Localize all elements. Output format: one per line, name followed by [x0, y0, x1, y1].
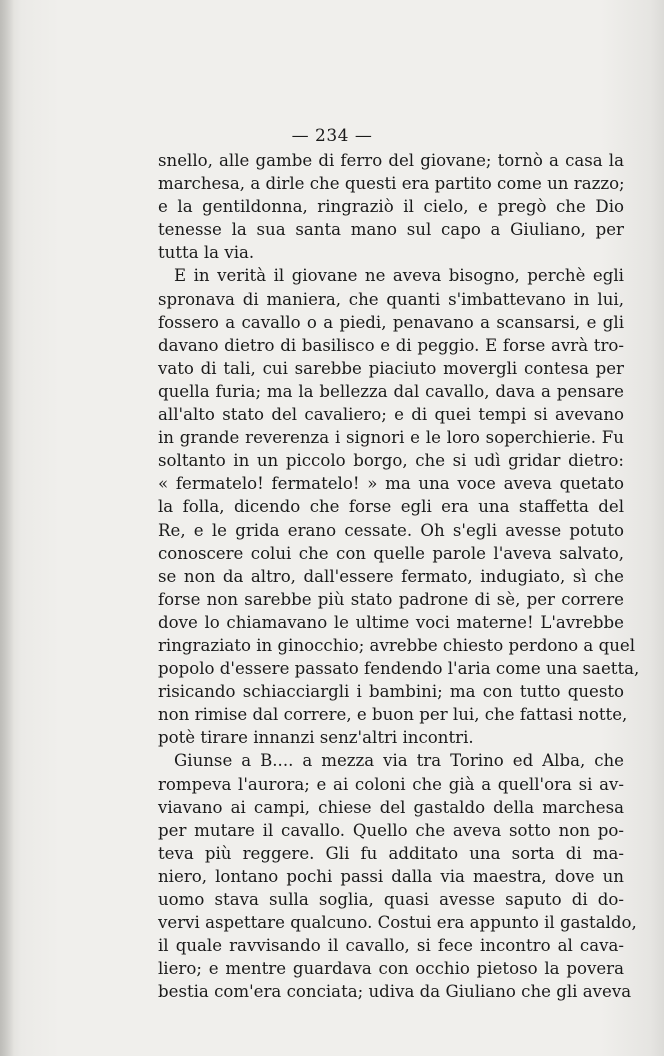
text-line: Re, e le grida erano cessate. Oh s'egli avesse potuto [158, 520, 624, 540]
text-line: viavano ai campi, chiese del gastaldo della marchesa [158, 797, 624, 817]
text-line: se non da altro, dall'essere fermato, indugiato, sì che [158, 566, 624, 586]
text-line: e la gentildonna, ringraziò il cielo, e pregò che Dio [158, 197, 624, 217]
page-spine-shadow [0, 0, 14, 1056]
text-line: popolo d'essere passato fendendo l'aria come una saetta, [158, 659, 640, 679]
text-line: conoscere colui che con quelle parole l'aveva salvato, [158, 543, 624, 563]
text-line: il quale ravvisando il cavallo, si fece incontro al cava- [158, 936, 624, 956]
text-line: snello, alle gambe di ferro del giovane; tornò a casa la [158, 151, 624, 170]
text-line: forse non sarebbe più stato padrone di sè, per correre [158, 589, 624, 609]
text-line: bestia com'era conciata; udiva da Giuliano che gli aveva [158, 982, 632, 1002]
text-line: la folla, dicendo che forse egli era una staffetta del [158, 497, 624, 517]
text-line: tenesse la sua santa mano sul capo a Giuliano, per [158, 220, 624, 240]
text-line: ringraziato in ginocchio; avrebbe chiesto perdono a quel [158, 635, 636, 655]
text-line: risicando schiacciargli i bambini; ma con tutto questo [158, 682, 624, 702]
text-line: per mutare il cavallo. Quello che aveva sotto non po- [158, 820, 624, 840]
text-line: teva più reggere. Gli fu additato una sorta di ma- [158, 843, 624, 863]
text-line: Giunse a B.... a mezza via tra Torino ed Alba, che [174, 751, 624, 771]
text-line: soltanto in un piccolo borgo, che si udì gridar dietro: [158, 451, 624, 471]
page-number: — 234 — [291, 126, 373, 146]
text-line: uomo stava sulla soglia, quasi avesse saputo di do- [158, 890, 624, 909]
text-line: tutta la via. [158, 243, 255, 263]
text-line: non rimise dal correre, e buon per lui, che fattasi notte, [158, 705, 628, 725]
text-line: vato di tali, cui sarebbe piaciuto movergli contesa per [158, 358, 624, 378]
text-line: vervi aspettare qualcuno. Costui era appunto il gastaldo, [158, 913, 637, 933]
text-line: davano dietro di basilisco e di peggio. E forse avrà tro- [158, 335, 624, 355]
text-line: fossero a cavallo o a piedi, penavano a scansarsi, e gli [158, 312, 624, 332]
text-line: in grande reverenza i signori e le loro soperchierie. Fu [158, 428, 624, 448]
text-line: spronava di maniera, che quanti s'imbattevano in lui, [158, 289, 624, 309]
text-line: all'alto stato del cavaliero; e di quei tempi si avevano [158, 405, 624, 425]
text-line: potè tirare innanzi senz'altri incontri. [158, 728, 474, 748]
text-line: niero, lontano pochi passi dalla via maestra, dove un [158, 866, 624, 886]
text-line: dove lo chiamavano le ultime voci materne! L'avrebbe [158, 612, 624, 632]
text-line: liero; e mentre guardava con occhio pietoso la povera [158, 959, 624, 979]
text-line: E in verità il giovane ne aveva bisogno, perchè egli [174, 266, 624, 286]
text-line: « fermatelo! fermatelo! » ma una voce aveva quetato [158, 474, 624, 494]
text-line: quella furia; ma la bellezza dal cavallo, dava a pensare [158, 381, 624, 401]
text-line: marchesa, a dirle che questi era partito come un razzo; [158, 174, 625, 194]
body-text [158, 149, 640, 1003]
text-line: rompeva l'aurora; e ai coloni che già a quell'ora si av- [158, 774, 624, 794]
